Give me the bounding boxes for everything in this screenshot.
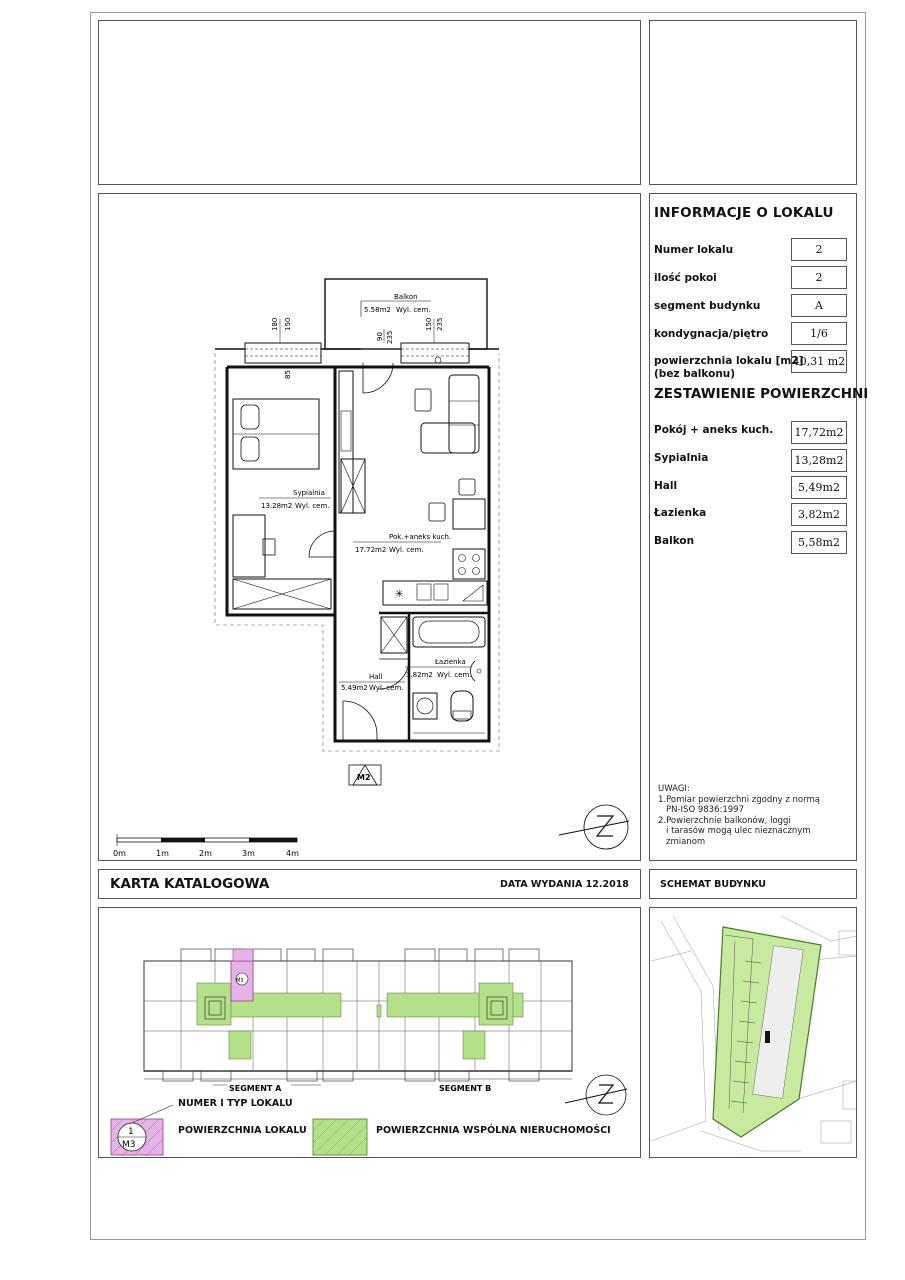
- scale-label-4: 4m: [286, 849, 299, 858]
- room-area-lazienka: 3.82m2: [406, 671, 433, 679]
- legend-common-area-swatch: [313, 1119, 367, 1155]
- key-plan-unit-marker: M3: [236, 978, 244, 984]
- value-numer-lokalu: 2: [791, 238, 847, 261]
- uwagi-line-5: zmianom: [666, 836, 706, 847]
- room-finish-hall: Wyl. cem.: [369, 684, 404, 692]
- dim-2: 150: [284, 317, 292, 331]
- floor-plan-panel: [98, 193, 641, 861]
- room-area-balkon: 5.58m2: [364, 306, 391, 314]
- header-box-left: [98, 20, 641, 185]
- info-title: INFORMACJE O LOKALU: [654, 205, 834, 221]
- dim-7: 235: [436, 317, 444, 331]
- dim-5: 235: [386, 330, 394, 344]
- label-sypialnia: Sypialnia: [654, 452, 709, 464]
- value-pokoj: 17,72m2: [791, 421, 847, 444]
- uwagi-line-4: i tarasów mogą ulec nieznacznym: [666, 826, 811, 836]
- dim-4: 90: [376, 332, 384, 341]
- legend-numer: NUMER I TYP LOKALU: [178, 1098, 293, 1109]
- zestawienie-title: ZESTAWIENIE POWIERZCHNI: [654, 386, 869, 402]
- uwagi-notes: [658, 784, 820, 847]
- scale-label-1: 1m: [156, 849, 169, 858]
- value-kondygnacja: 1/6: [791, 322, 847, 345]
- legend-unit-type: M3: [122, 1140, 136, 1150]
- legend-powierzchnia-lokalu: POWIERZCHNIA LOKALU: [178, 1125, 307, 1136]
- uwagi-line-2: PN-ISO 9836:1997: [666, 805, 744, 815]
- room-name-balkon: Balkon: [394, 293, 418, 301]
- scale-label-3: 3m: [242, 849, 255, 858]
- room-finish-balkon: Wyl. cem.: [396, 306, 431, 314]
- scale-label-2: 2m: [199, 849, 212, 858]
- uwagi-title: UWAGI:: [658, 784, 690, 794]
- dim-1: 180: [271, 317, 279, 331]
- floor-plan-drawing: [99, 194, 642, 862]
- label-powierzchnia-sub: (bez balkonu): [654, 368, 736, 380]
- label-kondygnacja: kondygnacja/piętro: [654, 328, 769, 340]
- room-area-hall: 5.49m2: [341, 684, 368, 692]
- scale-label-0: 0m: [113, 849, 126, 858]
- label-powierzchnia: powierzchnia lokalu [m2]: [654, 355, 804, 367]
- site-plan-panel: [649, 907, 857, 1158]
- room-area-salon: 17.72m2: [355, 546, 387, 554]
- uwagi-line-1: 1.Pomiar powierzchni zgodny z normą: [658, 794, 820, 805]
- room-name-salon: Pok.+aneks kuch.: [389, 533, 452, 541]
- dim-3: 85: [284, 370, 292, 379]
- value-sypialnia: 13,28m2: [791, 449, 847, 472]
- room-area-sypialnia: 13.28m2: [261, 502, 293, 510]
- value-segment: A: [791, 294, 847, 317]
- room-name-hall: Hall: [369, 673, 383, 681]
- header-box-right: [649, 20, 857, 185]
- value-balkon: 5,58m2: [791, 531, 847, 554]
- legend-powierzchnia-wspolna: POWIERZCHNIA WSPÓLNA NIERUCHOMOŚCI: [376, 1125, 611, 1136]
- uwagi-line-3: 2.Powierzchnie balkonów, loggi: [658, 815, 791, 826]
- room-finish-salon: Wyl. cem.: [389, 546, 424, 554]
- dim-6: 150: [425, 317, 433, 331]
- legend-unit-symbol: [111, 1105, 173, 1155]
- label-hall: Hall: [654, 480, 678, 492]
- segment-b-label: SEGMENT B: [439, 1084, 492, 1093]
- label-numer-lokalu: Numer lokalu: [654, 244, 734, 256]
- room-finish-sypialnia: Wyl. cem.: [295, 502, 330, 510]
- scale-bar: [117, 834, 297, 846]
- schemat-budynku-title: SCHEMAT BUDYNKU: [660, 879, 766, 890]
- segment-a-label: SEGMENT A: [229, 1084, 282, 1093]
- label-segment: segment budynku: [654, 300, 761, 312]
- legend-unit-num: 1: [128, 1127, 134, 1137]
- data-wydania: DATA WYDANIA 12.2018: [500, 879, 629, 890]
- label-ilosc-pokoi: ilość pokoi: [654, 272, 717, 284]
- key-plan-drawing: [99, 908, 642, 1159]
- value-powierzchnia: 40,31 m2: [791, 350, 847, 373]
- key-plan-panel: [98, 907, 641, 1158]
- label-pokoj: Pokój + aneks kuch.: [654, 424, 774, 436]
- room-name-sypialnia: Sypialnia: [293, 489, 325, 497]
- value-ilosc-pokoi: 2: [791, 266, 847, 289]
- site-plan-drawing: [650, 908, 857, 1158]
- value-lazienka: 3,82m2: [791, 503, 847, 526]
- room-name-lazienka: Łazienka: [435, 658, 466, 666]
- label-lazienka: Łazienka: [654, 507, 707, 519]
- north-arrow-icon: [559, 805, 629, 849]
- value-hall: 5,49m2: [791, 476, 847, 499]
- key-plan-north-arrow-icon: [565, 1075, 627, 1115]
- label-balkon: Balkon: [654, 535, 695, 547]
- unit-tag: M2: [357, 773, 371, 782]
- room-finish-lazienka: Wyl. cem.: [437, 671, 472, 679]
- karta-katalogowa-title: KARTA KATALOGOWA: [110, 876, 270, 892]
- svg-text:✳: ✳: [395, 589, 404, 600]
